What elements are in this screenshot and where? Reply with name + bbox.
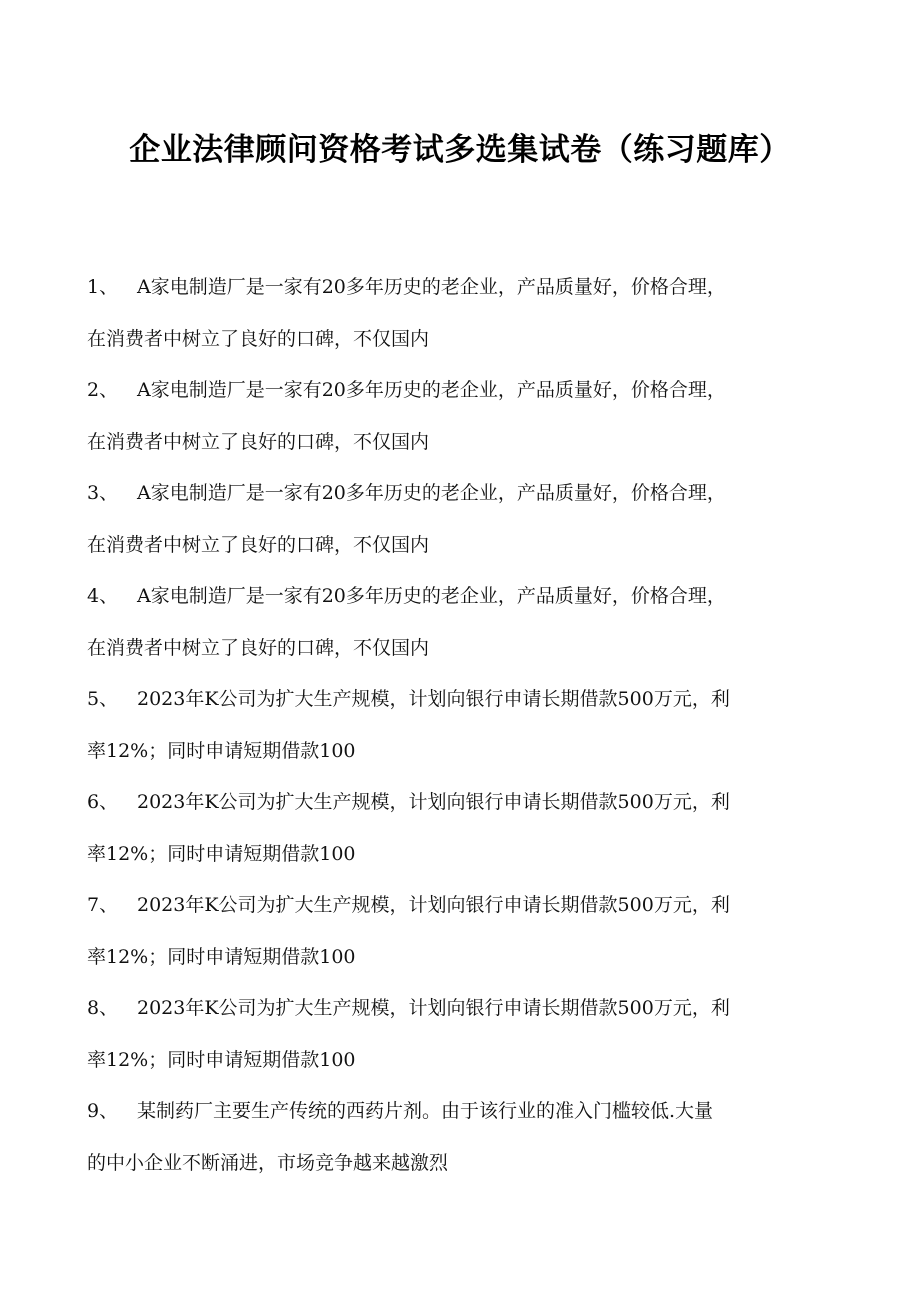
question-first-line <box>87 983 827 1035</box>
question-item <box>87 777 827 880</box>
question-first-line <box>87 365 827 417</box>
question-text: A家电制造厂是一家有20多年历史的老企业，产品质量好，价格合理， <box>137 585 726 607</box>
question-number: 7、 <box>87 894 119 916</box>
question-first-line <box>87 468 827 520</box>
question-text: 2023年K公司为扩大生产规模，计划向银行申请长期借款500万元，利 <box>137 997 730 1019</box>
question-text: 2023年K公司为扩大生产规模，计划向银行申请长期借款500万元，利 <box>137 894 730 916</box>
question-first-line <box>87 262 827 314</box>
document-title: 企业法律顾问资格考试多选集试卷（练习题库） <box>129 132 791 168</box>
question-first-line <box>87 571 827 623</box>
question-text: A家电制造厂是一家有20多年历史的老企业，产品质量好，价格合理， <box>137 482 726 504</box>
question-text: A家电制造厂是一家有20多年历史的老企业，产品质量好，价格合理， <box>137 276 726 298</box>
question-first-line <box>87 880 827 932</box>
question-continuation: 在消费者中树立了良好的口碑，不仅国内 <box>87 327 430 350</box>
question-continuation: 在消费者中树立了良好的口碑，不仅国内 <box>87 533 430 556</box>
question-first-line <box>87 674 827 726</box>
question-continuation: 率12%；同时申请短期借款100 <box>87 739 356 762</box>
question-number: 3、 <box>87 482 119 504</box>
question-number: 2、 <box>87 379 119 401</box>
question-continuation: 在消费者中树立了良好的口碑，不仅国内 <box>87 430 430 453</box>
question-number: 4、 <box>87 585 119 607</box>
question-continuation: 的中小企业不断涌进，市场竞争越来越激烈 <box>87 1151 449 1174</box>
question-continuation: 率12%；同时申请短期借款100 <box>87 945 356 968</box>
question-number: 8、 <box>87 997 119 1019</box>
question-item <box>87 880 827 983</box>
question-first-line <box>87 777 827 829</box>
question-item <box>87 983 827 1086</box>
question-item <box>87 1086 827 1189</box>
question-continuation: 率12%；同时申请短期借款100 <box>87 842 356 865</box>
question-text: A家电制造厂是一家有20多年历史的老企业，产品质量好，价格合理， <box>137 379 726 401</box>
question-number: 1、 <box>87 276 119 298</box>
question-item <box>87 365 827 468</box>
question-text: 2023年K公司为扩大生产规模，计划向银行申请长期借款500万元，利 <box>137 791 730 813</box>
question-text: 2023年K公司为扩大生产规模，计划向银行申请长期借款500万元，利 <box>137 688 730 710</box>
question-item <box>87 674 827 777</box>
question-list <box>87 262 827 1189</box>
question-text: 某制药厂主要生产传统的西药片剂。由于该行业的准入门槛较低.大量 <box>137 1100 714 1122</box>
question-item <box>87 571 827 674</box>
question-continuation: 在消费者中树立了良好的口碑，不仅国内 <box>87 636 430 659</box>
question-first-line <box>87 1086 827 1138</box>
question-item <box>87 468 827 571</box>
question-number: 5、 <box>87 688 119 710</box>
question-item <box>87 262 827 365</box>
question-number: 6、 <box>87 791 119 813</box>
question-number: 9、 <box>87 1100 119 1122</box>
question-continuation: 率12%；同时申请短期借款100 <box>87 1048 356 1071</box>
